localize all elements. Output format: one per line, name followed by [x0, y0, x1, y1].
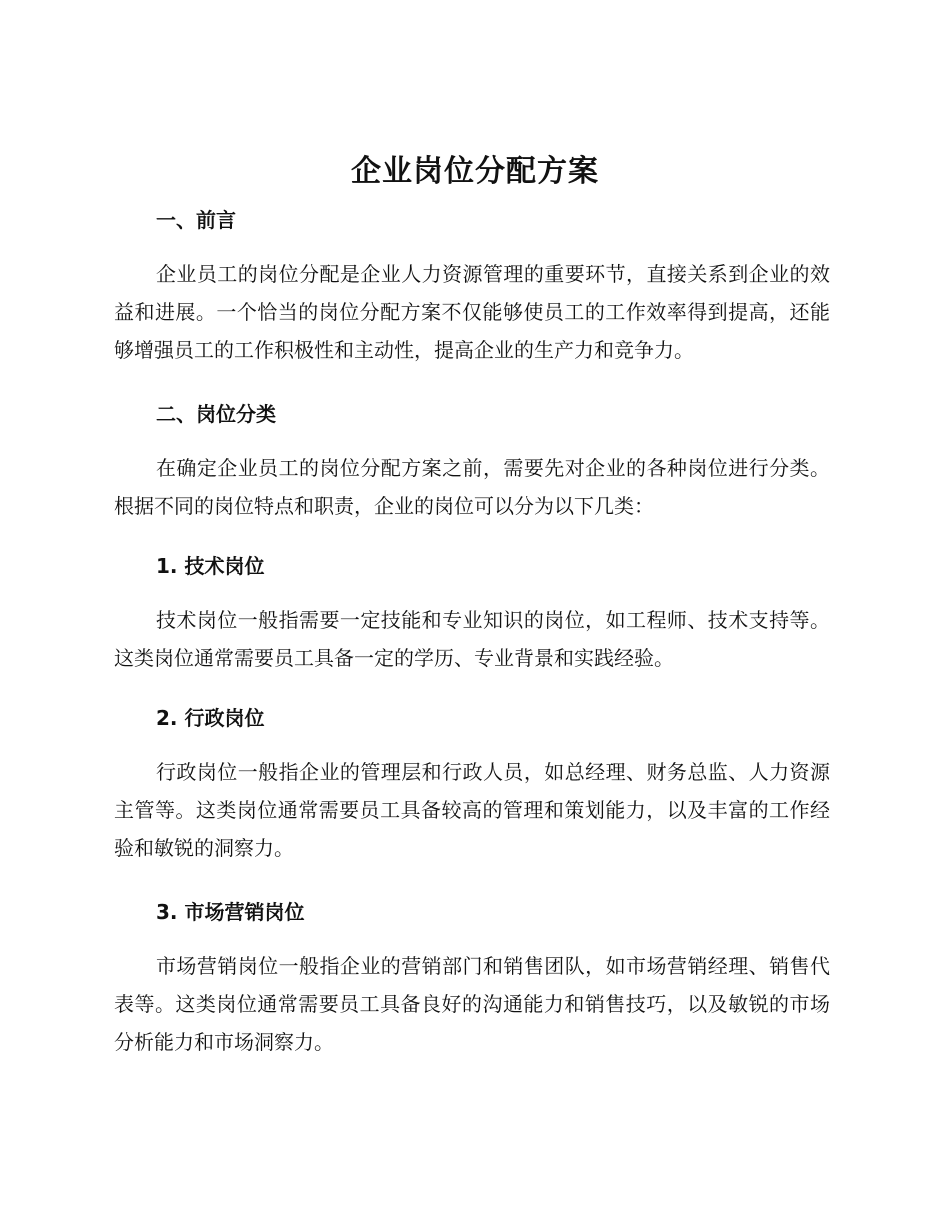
- section-heading-preface: 一、前言: [156, 208, 236, 232]
- section-heading-job-categories: 二、岗位分类: [156, 402, 276, 426]
- section-paragraph-marketing-jobs: 市场营销岗位一般指企业的营销部门和销售团队，如市场营销经理、销售代表等。这类岗位通常需要员工具备良好的沟通能力和销售技巧，以及敏锐的市场分析能力和市场洞察力。: [114, 954, 830, 1054]
- section-paragraph-technical-jobs: 技术岗位一般指需要一定技能和专业知识的岗位，如工程师、技术支持等。这类岗位通常需要员工具备一定的学历、专业背景和实践经验。: [114, 608, 830, 670]
- section-heading-marketing-jobs: 3. 市场营销岗位: [156, 900, 305, 924]
- section-heading-technical-jobs: 1. 技术岗位: [156, 554, 265, 578]
- section-paragraph-job-categories: 在确定企业员工的岗位分配方案之前，需要先对企业的各种岗位进行分类。根据不同的岗位特点和职责，企业的岗位可以分为以下几类：: [114, 456, 830, 518]
- section-paragraph-preface: 企业员工的岗位分配是企业人力资源管理的重要环节，直接关系到企业的效益和进展。一个恰当的岗位分配方案不仅能够使员工的工作效率得到提高，还能够增强员工的工作积极性和主动性，提高企业的生产力和竞争力。: [114, 262, 830, 362]
- section-heading-administrative-jobs: 2. 行政岗位: [156, 706, 265, 730]
- document-title: 企业岗位分配方案: [351, 154, 599, 189]
- section-paragraph-administrative-jobs: 行政岗位一般指企业的管理层和行政人员，如总经理、财务总监、人力资源主管等。这类岗位通常需要员工具备较高的管理和策划能力，以及丰富的工作经验和敏锐的洞察力。: [114, 760, 830, 860]
